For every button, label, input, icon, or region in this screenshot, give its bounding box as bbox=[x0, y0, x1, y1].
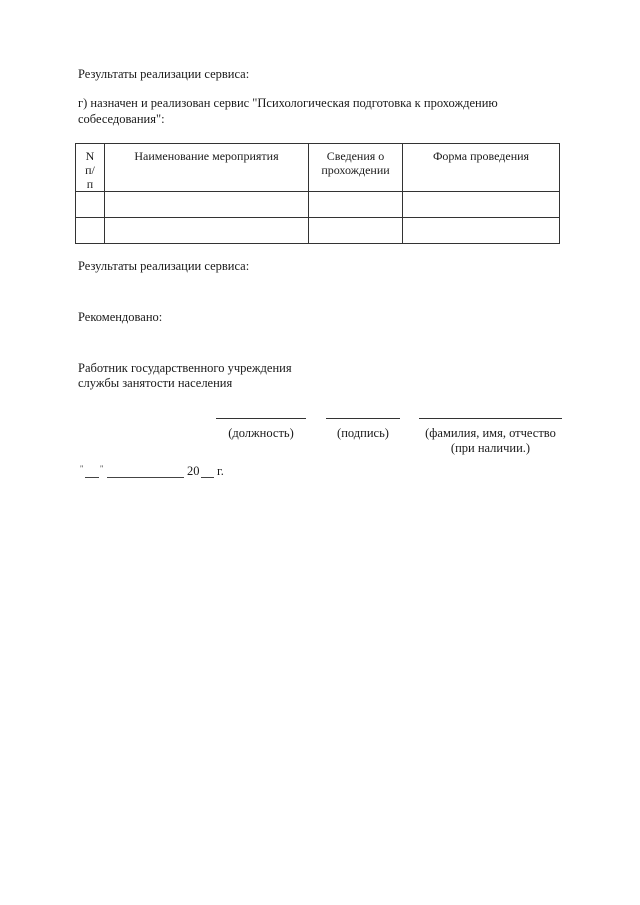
table-cell bbox=[403, 218, 560, 244]
header-form: Форма проведения bbox=[403, 144, 560, 192]
month-blank-line bbox=[107, 477, 184, 478]
position-signature-line bbox=[216, 418, 306, 419]
full-name-caption bbox=[414, 426, 567, 456]
year-prefix: 20 bbox=[187, 464, 200, 478]
table-row bbox=[76, 218, 560, 244]
table-cell bbox=[105, 218, 309, 244]
date-close-quote: " bbox=[100, 464, 104, 473]
results-label: Результаты реализации сервиса: bbox=[78, 259, 250, 273]
header-event-name: Наименование мероприятия bbox=[105, 144, 309, 192]
position-caption: (должность) bbox=[228, 426, 294, 440]
results-label-top: Результаты реализации сервиса: bbox=[78, 67, 250, 81]
full-name-caption-line-1: (фамилия, имя, отчество bbox=[425, 426, 556, 440]
table-row bbox=[76, 192, 560, 218]
date-open-quote: " bbox=[80, 464, 84, 473]
year-suffix: г. bbox=[217, 464, 224, 478]
header-number: N п/п bbox=[76, 144, 105, 192]
day-blank-line bbox=[85, 477, 99, 478]
service-description bbox=[78, 95, 498, 127]
service-description-line-1: г) назначен и реализован сервис "Психологическая подготовка к прохождению bbox=[78, 96, 498, 110]
table-header-row bbox=[76, 144, 560, 192]
full-name-signature-line bbox=[419, 418, 562, 419]
table-cell bbox=[309, 218, 403, 244]
recommended-label: Рекомендовано: bbox=[78, 310, 163, 324]
table-cell bbox=[403, 192, 560, 218]
full-name-caption-line-2: (при наличии.) bbox=[450, 441, 531, 455]
year-blank-line bbox=[201, 477, 214, 478]
employee-title bbox=[78, 361, 292, 391]
header-completion-info: Сведения о прохождении bbox=[309, 144, 403, 192]
service-description-line-2: собеседования": bbox=[78, 112, 165, 126]
signature-caption: (подпись) bbox=[337, 426, 389, 440]
table-cell bbox=[76, 192, 105, 218]
employee-title-line-1: Работник государственного учреждения bbox=[78, 361, 292, 375]
table-cell bbox=[105, 192, 309, 218]
service-events-table bbox=[75, 143, 560, 244]
signature-line bbox=[326, 418, 400, 419]
table-cell bbox=[76, 218, 105, 244]
table-cell bbox=[309, 192, 403, 218]
employee-title-line-2: службы занятости населения bbox=[78, 376, 233, 390]
